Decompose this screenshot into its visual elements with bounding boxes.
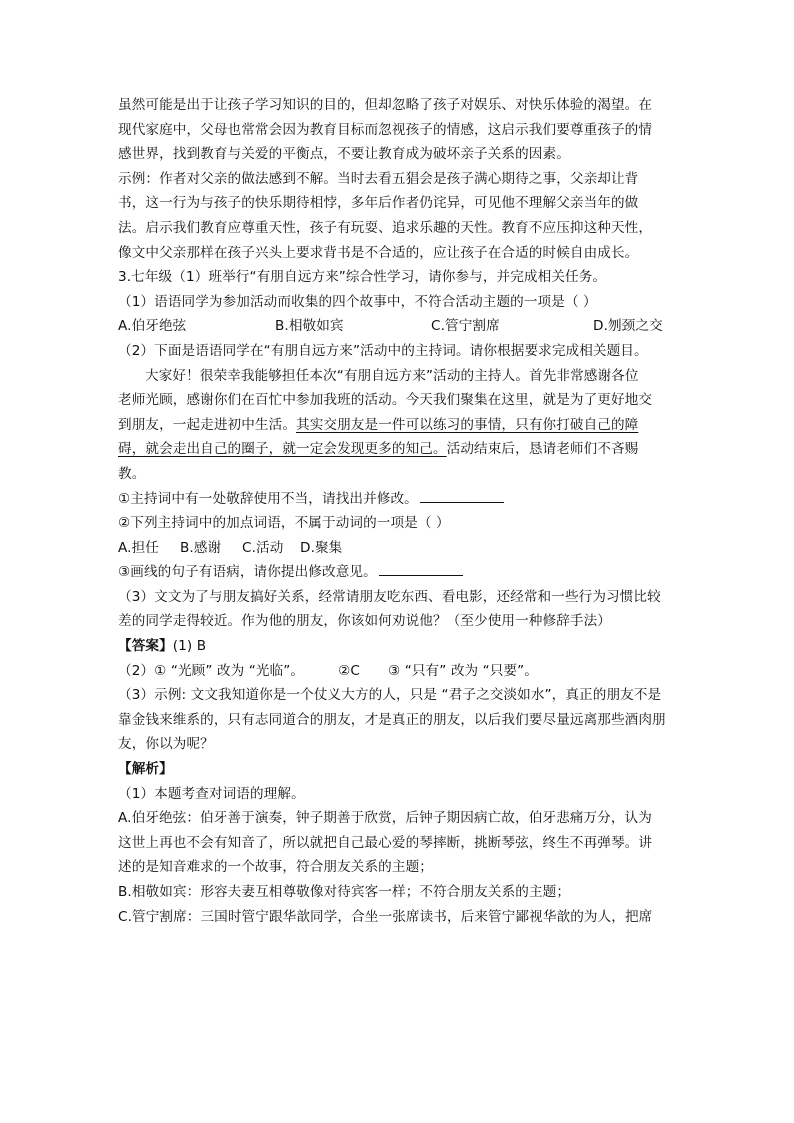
example-line: 书，这一行为与孩子的快乐期待相悖，多年后作者仍诧异，可见他不理解父亲当年的做 (118, 195, 639, 212)
underlined-sentence: 碍，就会走出自己的圈子，就一定会发现更多的知己。 (118, 441, 447, 458)
question-3-2-options (118, 536, 678, 561)
host-speech-line: 大家好！很荣幸我能够担任本次“有朋自远方来”活动的主持人。首先非常感谢各位 (145, 367, 639, 384)
question-3-3-stem: 差的同学走得较近。作为他的朋友，你该如何劝说他？（至少使用一种修辞手法） (118, 613, 611, 630)
sub-question-1 (118, 487, 678, 512)
host-speech-line: 老师光顾，感谢你们在百忙中参加我班的活动。今天我们聚集在这里，就是为了更好地交 (118, 392, 653, 409)
analysis-line: （1）本题考查对词语的理解。 (118, 785, 305, 802)
host-speech-text: 活动结束后，恳请老师们不吝赐 (446, 441, 639, 458)
paragraph-line: 现代家庭中，父母也常常会因为教育目标而忽视孩子的情感，这启示我们要尊重孩子的情 (118, 121, 653, 138)
answer-line: （3）示例: 文文我知道你是一个仗义大方的人，只是 “君子之交淡如水”，真正的朋友不是 (118, 687, 662, 704)
option-b: B.感谢 (180, 539, 222, 556)
answer-heading (118, 634, 678, 659)
answer-line: 友，你以为呢？ (118, 736, 214, 753)
sub-question-text: ①主持词中有一处敬辞使用不当，请找出并修改。 (118, 490, 418, 507)
sub-question-2: ②下列主持词中的加点词语，不属于动词的一项是（ ） (118, 515, 450, 532)
analysis-line: A.伯牙绝弦：伯牙善于演奏，钟子期善于欣赏，后钟子期因病亡故，伯牙悲痛万分，认为 (118, 810, 652, 827)
host-speech-line: 教。 (118, 465, 146, 482)
answer-text: (1) B (172, 638, 207, 655)
answer-part: （2）① “光顾” 改为 “光临”。 (118, 662, 305, 679)
option-a: A.担任 (118, 539, 159, 556)
question-3-1-options (118, 314, 678, 339)
option-a: A.伯牙绝弦 (118, 318, 187, 335)
answer-part: ③ “只有” 改为 “只要”。 (388, 662, 538, 679)
document-body (118, 93, 678, 929)
host-speech-text: 到朋友，一起走进初中生活。 (118, 416, 297, 433)
underlined-sentence: 其实交朋友是一件可以练习的事情，只有你打破自己的障 (296, 416, 639, 433)
paragraph-line: 虽然可能是出于让孩子学习知识的目的，但却忽略了孩子对娱乐、对快乐体验的渴望。在 (118, 97, 653, 113)
example-line: 示例：作者对父亲的做法感到不解。当时去看五猖会是孩子满心期待之事，父亲却让背 (118, 170, 639, 187)
analysis-line: 这世上再也不会有知音了，所以就把自己最心爱的琴摔断，挑断琴弦，终生不再弹琴。讲 (118, 834, 653, 851)
question-3-3-stem: （3）文文为了与朋友搞好关系，经常请朋友吃东西、看电影，还经常和一些行为习惯比较 (118, 588, 661, 605)
example-line: 法。启示我们教育应尊重天性，孩子有玩耍、追求乐趣的天性。教育不应压抑这种天性， (118, 219, 653, 236)
analysis-line: 述的是知音难求的一个故事，符合朋友关系的主题； (118, 859, 433, 876)
option-d: D.刎颈之交 (593, 318, 663, 335)
host-speech-line (118, 437, 678, 462)
sub-question-text: ③画线的句子有语病，请你提出修改意见。 (118, 564, 377, 581)
example-line: 像文中父亲那样在孩子兴头上要求背书是不合适的，应让孩子在合适的时候自由成长。 (118, 244, 639, 261)
analysis-heading: 【解析】 (118, 761, 173, 778)
option-c: C.管宁割席 (431, 318, 500, 335)
answer-line (118, 659, 678, 684)
option-c: C.活动 (242, 539, 284, 556)
analysis-line: C.管宁割席：三国时管宁跟华歆同学，合坐一张席读书，后来管宁鄙视华歆的为人，把席 (118, 908, 653, 925)
option-b: B.相敬如宾 (275, 318, 344, 335)
paragraph-line: 感世界，找到教育与关爱的平衡点，不要让教育成为破坏亲子关系的因素。 (118, 146, 570, 163)
answer-blank (420, 488, 504, 503)
host-speech-line (118, 413, 678, 438)
answer-label: 【答案】 (118, 638, 173, 655)
answer-blank (379, 561, 463, 576)
option-d: D.聚集 (300, 539, 343, 556)
sub-question-3 (118, 560, 678, 585)
question-3-2-stem: （2）下面是语语同学在“有朋自远方来”活动中的主持词。请你根据要求完成相关题目。 (118, 342, 648, 359)
answer-line: 靠金钱来维系的，只有志同道合的朋友，才是真正的朋友，以后我们要尽量远离那些酒肉朋 (118, 711, 666, 728)
answer-part: ②C (338, 662, 361, 679)
question-3-1-stem: （1）语语同学为参加活动而收集的四个故事中，不符合活动主题的一项是（ ） (118, 293, 597, 310)
analysis-line: B.相敬如宾：形容夫妻互相尊敬像对待宾客一样；不符合朋友关系的主题； (118, 884, 571, 900)
question-3-title: 3.七年级（1）班举行“有朋自远方来”综合性学习，请你参与，并完成相关任务。 (118, 269, 607, 286)
